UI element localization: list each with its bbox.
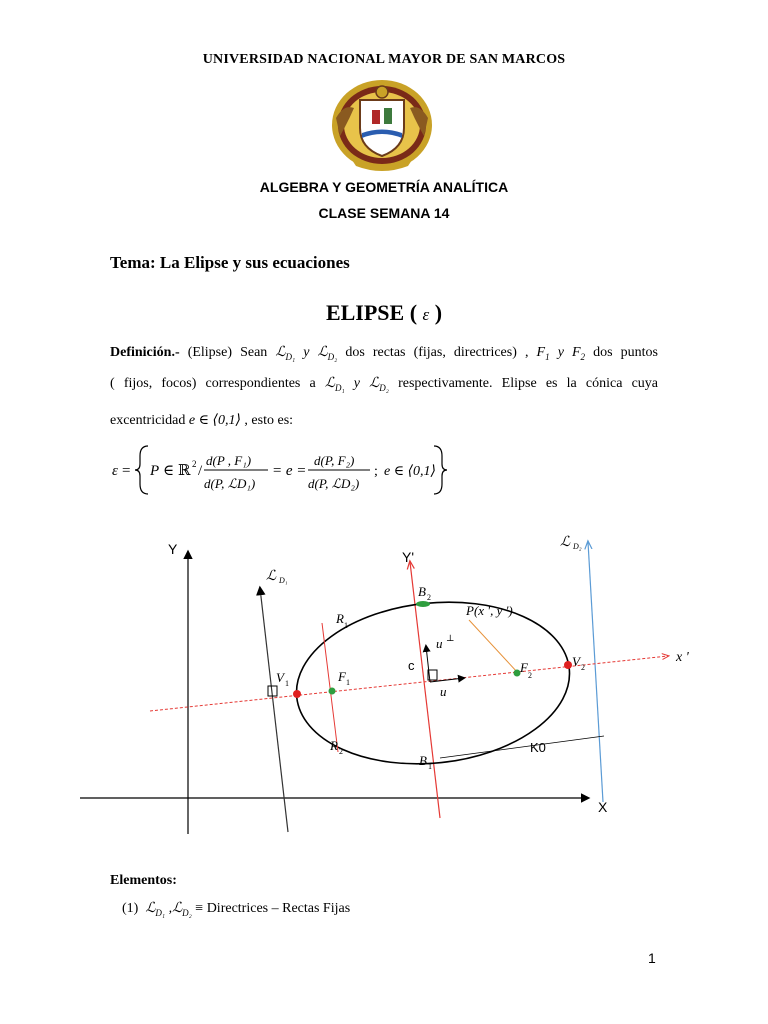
svg-text:ε: ε: [112, 463, 118, 479]
u-vector-label: u: [440, 684, 447, 699]
university-seal-logo: [330, 78, 434, 172]
focus-f1-point: [329, 688, 336, 695]
f1-subscript: 1: [346, 678, 350, 687]
v2-label: V: [572, 654, 580, 669]
course-title: ALGEBRA Y GEOMETRÍA ANALÍTICA: [259, 179, 509, 195]
u-perp-label: u: [436, 636, 443, 651]
f1-label: F: [338, 669, 346, 684]
directrix-1: [260, 588, 288, 832]
b1-label: B: [419, 753, 427, 768]
u-perp-symbol: ⊥: [446, 633, 455, 643]
v1-subscript: 1: [285, 679, 289, 688]
page-number: 1: [648, 950, 656, 966]
svg-text:/: /: [198, 463, 203, 479]
directrix-2-subscript: D₂: [573, 542, 582, 551]
vertex-v2-point: [564, 661, 572, 669]
directrix-symbols: ℒ$_{D_1}$ y ℒ$_{D_2}$: [275, 345, 338, 362]
epsilon-symbol: ε: [422, 305, 430, 324]
y-prime-axis: [410, 562, 440, 818]
b1-subscript: 1: [428, 762, 432, 771]
svg-text:d(P, ℒD₁): d(P, ℒD₁): [204, 476, 256, 491]
directrix-1-label: ℒ: [266, 569, 277, 584]
y-prime-label: Y': [402, 549, 415, 565]
v2-subscript: 2: [581, 663, 585, 672]
x-prime-label: x ': [676, 650, 689, 665]
definition-line-2: ( fijos, focos) correspondientes a ℒ$_{D_1}$ y ℒ$_{D_2}$ respectivamente. Elipse es la cónica cuya: [110, 376, 659, 393]
center-label: c: [408, 658, 415, 673]
ellipse-diagram: [0, 520, 768, 840]
f2-label: F: [520, 660, 528, 675]
focal-radius-segment: [469, 620, 518, 673]
university-name: UNIVERSIDAD NACIONAL MAYOR DE SAN MARCOS: [202, 52, 566, 67]
directrix-2-label: ℒ: [560, 535, 571, 550]
svg-text:;: ;: [374, 464, 378, 479]
svg-text:∈ ℝ: ∈ ℝ: [163, 463, 191, 479]
directrix-2: [588, 542, 603, 802]
svg-text:= e =: = e =: [272, 463, 307, 479]
r2-label: R: [330, 738, 338, 753]
vertex-v1-point: [293, 690, 301, 698]
svg-text:d(P , F₁): d(P , F₁): [206, 453, 252, 468]
f2-subscript: 2: [528, 671, 532, 680]
elements-item-1: (1) ℒ$_{D_1}$ ,ℒ$_{D_2}$ ≡ Directrices – Rectas Fijas: [122, 901, 351, 918]
definition-label: Definición.-: [110, 345, 180, 360]
svg-text:d(P, ℒD₂): d(P, ℒD₂): [308, 476, 360, 491]
week-label: CLASE SEMANA 14: [318, 205, 450, 221]
svg-text:=: =: [122, 463, 131, 479]
svg-text:d(P, F₂): d(P, F₂): [314, 453, 355, 468]
ellipse-definition-formula: [110, 438, 450, 502]
k0-label: K0: [530, 740, 546, 755]
definition-line-1: Definición.- (Elipse) Sean ℒ$_{D_1}$ y ℒ$_{D_2}$ dos rectas (fijas, directrices) , $F_1$ y $F_2$ dos puntos: [110, 345, 658, 362]
r1-subscript: 1: [344, 621, 348, 630]
eccentricity-range: e ∈ ⟨0,1⟩: [188, 413, 241, 428]
b2-label: B: [418, 584, 426, 599]
b2-subscript: 2: [427, 593, 431, 602]
focus-symbols: $F_1$ y $F_2$: [536, 345, 586, 362]
x-axis-label: X: [598, 799, 608, 815]
svg-text:P: P: [150, 463, 160, 479]
r2-subscript: 2: [339, 747, 343, 756]
heading-title: ELIPSE (: [325, 300, 418, 325]
svg-text:2: 2: [192, 459, 197, 469]
elements-title: Elementos:: [110, 873, 177, 888]
point-p-label: P(x ', y '): [466, 603, 513, 618]
section-heading: [0, 300, 768, 326]
heading-close: ): [434, 300, 443, 325]
k0-measure-line: [440, 736, 604, 758]
v1-label: V: [276, 670, 284, 685]
latus-rectum: [322, 623, 338, 752]
svg-text:e ∈ ⟨0,1⟩: e ∈ ⟨0,1⟩: [384, 464, 437, 479]
directrices-symbols: ℒ$_{D_1}$ ,ℒ$_{D_2}$: [145, 901, 192, 918]
directrix-1-subscript: D₁: [279, 576, 288, 585]
r1-label: R: [336, 611, 344, 626]
topic-title: Tema: La Elipse y sus ecuaciones: [110, 253, 350, 272]
definition-line-3: excentricidad e ∈ ⟨0,1⟩ , esto es:: [110, 413, 294, 428]
y-axis-label: Y: [168, 541, 178, 557]
